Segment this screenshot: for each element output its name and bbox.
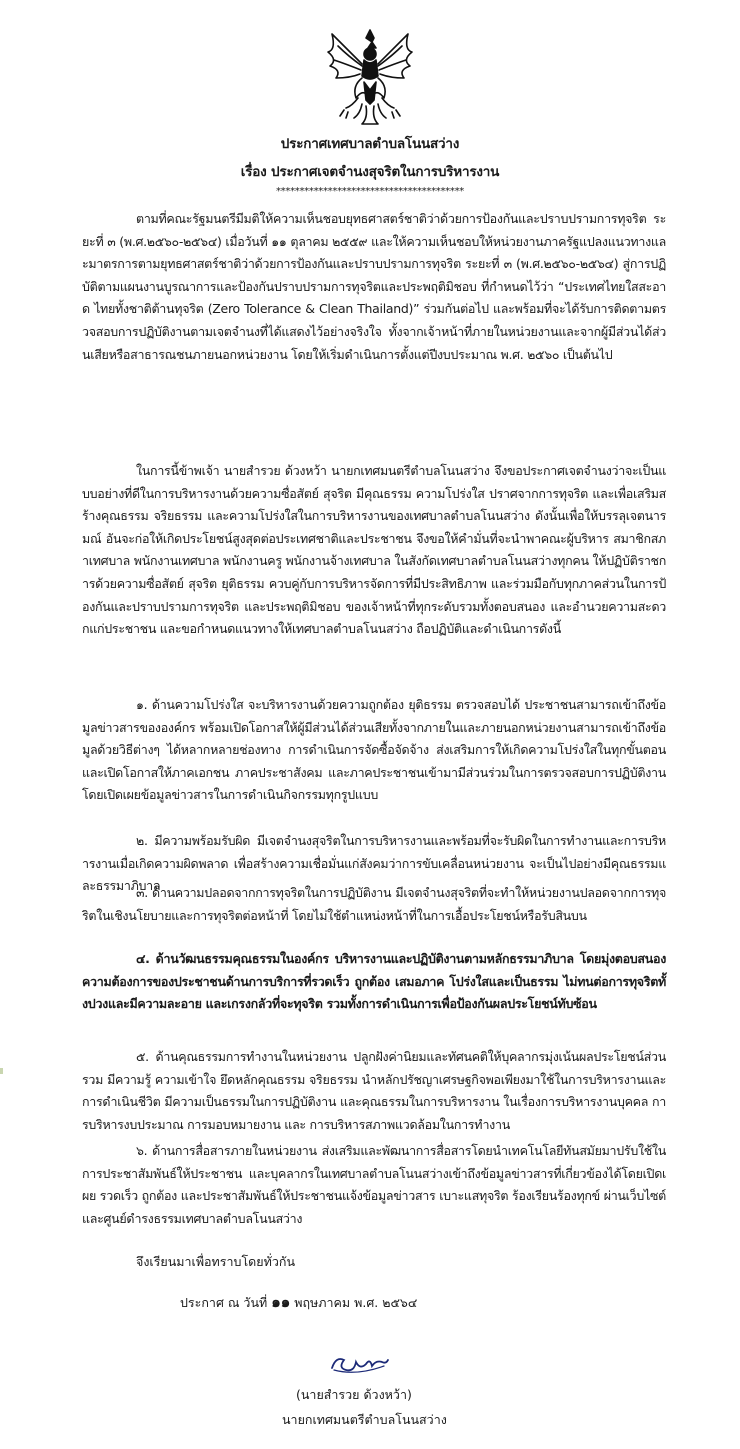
closing-line: จึงเรียนมาเพื่อทราบโดยทั่วกัน <box>136 1254 295 1269</box>
signer-name: (นายสำรวย ด้วงหว้า) <box>296 1387 412 1402</box>
separator-line: **************************************** <box>275 186 464 197</box>
item-corruption-free: ๓. ด้านความปลอดจากการทุจริตในการปฏิบัติงาน มีเจตจำนงสุจริตที่จะทำให้หน่วยงานปลอดจากการทุจริตในเชิงนโยบายและการทุจริตต่อหน้าที่ โดยไม่ใช้ตำแหน่งหน้าที่ในการเอื้อประโยชน์หรือรับสินบน <box>82 885 666 923</box>
signer-position: นายกเทศมนตรีตำบลโนนสว่าง <box>282 1412 447 1427</box>
handwritten-signature-icon <box>326 1346 390 1380</box>
item-integrity-culture: ๔. ด้านวัฒนธรรมคุณธรรมในองค์กร บริหารงานและปฏิบัติงานตามหลักธรรมาภิบาล โดยมุ่งตอบสนองความต้องการของประชาชนด้านการบริการที่รวดเร็ว ถูกต้อง เสมอภาค โปร่งใสและเป็นธรรม ไม่ทนต่อการทุจริตทั้งปวงและมีความละอาย และเกรงกลัวที่จะทุจริต รวมทั้งการดำเนินการเพื่อป้องกันผลประโยชน์ทับซ้อน <box>82 951 666 1012</box>
item-internal-communication: ๖. ด้านการสื่อสารภายในหน่วยงาน ส่งเสริมและพัฒนาการสื่อสารโดยนำเทคโนโลยีทันสมัยมาปรับใช้ในการประชาสัมพันธ์ให้ประชาชน และบุคลากรในเทศบาลตำบลโนนสว่างเข้าถึงข้อมูลข่าวสารที่เกี่ยวข้องได้โดยเปิดเผย รวดเร็ว ถูกต้อง และประชาสัมพันธ์ให้ประชาชนแจ้งข้อมูลข่าวสาร เบาะแสทุจริต ร้องเรียนร้องทุกข์ ผ่านเว็บไซต์ และศูนย์ดำรงธรรมเทศบาลตำบลโนนสว่าง <box>82 1143 666 1226</box>
announcement-date <box>180 1290 417 1314</box>
item-work-ethics: ๕. ด้านคุณธรรมการทำงานในหน่วยงาน ปลูกฝังค่านิยมและทัศนคติให้บุคลากรมุ่งเน้นผลประโยชน์ส่วนรวม มีความรู้ ความเข้าใจ ยึดหลักคุณธรรม จริยธรรม นำหลักปรัชญาเศรษฐกิจพอเพียงมาใช้ในการบริหารงานและการดำเนินชีวิต มีความเป็นธรรมในการปฏิบัติงาน และคุณธรรมในการบริหารงาน ในเรื่องการบริหารงานบุคคล การบริหารงบประมาณ การมอบหมายงาน และ การบริหารสภาพแวดล้อมในการทำงาน <box>82 1049 666 1132</box>
date-month-year: พฤษภาคม พ.ศ. ๒๕๖๔ <box>294 1295 418 1310</box>
item-accountability: ๒. มีความพร้อมรับผิด มีเจตจำนงสุจริตในการบริหารงานและพร้อมที่จะรับผิดในการทำงานและการบริหารงานเมื่อเกิดความผิดพลาด เพื่อสร้างความเชื่อมั่นแก่สังคมว่าการขับเคลื่อนหน่วยงาน จะเป็นไปอย่างมีคุณธรรมและธรรมาภิบาล <box>82 833 666 894</box>
item-transparency: ๑. ด้านความโปร่งใส จะบริหารงานด้วยความถูกต้อง ยุติธรรม ตรวจสอบได้ ประชาชนสามารถเข้าถึงข้อมูลข่าวสารขององค์กร พร้อมเปิดโอกาสให้ผู้มีส่วนได้ส่วนเสียทั้งจากภายในและภายนอกหน่วยงานสามารถเข้าถึงข้อมูลด้วยวิธีต่างๆ ได้หลากหลายช่องทาง การดำเนินการจัดซื้อจัดจ้าง ส่งเสริมการให้เกิดความโปร่งใสในทุกขั้นตอน และเปิดโอกาสให้ภาคเอกชน ภาคประชาสังคม และภาคประชาชนเข้ามามีส่วนร่วมในการตรวจสอบการปฏิบัติงานโดยเปิดเผยข้อมูลข่าวสารในการดำเนินกิจกรรมทุกรูปแบบ <box>82 697 666 803</box>
document-subject: เรื่อง ประกาศเจตจำนงสุจริตในการบริหารงาน <box>240 164 500 180</box>
document-title: ประกาศเทศบาลตำบลโนนสว่าง <box>280 136 460 152</box>
date-day: ๑๑ <box>271 1293 291 1311</box>
scan-edge-mark <box>0 1068 3 1074</box>
paragraph-intro: ตามที่คณะรัฐมนตรีมีมติให้ความเห็นชอบยุทธศาสตร์ชาติว่าด้วยการป้องกันและปราบปรามการทุจริต ระยะที่ ๓ (พ.ศ.๒๕๖๐-๒๕๖๔) เมื่อวันที่ ๑๑ ตุลาคม ๒๕๕๙ และให้ความเห็นชอบให้หน่วยงานภาครัฐแปลงแนวทางและมาตรการตามยุทธศาสตร์ชาติว่าด้วยการป้องกันและปราบปรามการทุจริต ระยะที่ ๓ (พ.ศ.๒๕๖๐-๒๕๖๔) สู่การปฏิบัติตามแผนงานบูรณาการและป้องกันปราบปรามการทุจริตและประพฤติมิชอบ ที่กำหนดไว้ว่า “ประเทศไทยใสสะอาด ไทยทั้งชาติต้านทุจริต (Zero Tolerance & Clean Thailand)” ร่วมกันต่อไป และพร้อมที่จะได้รับการติดตามตรวจสอบการปฏิบัติงานตามเจตจำนงที่ได้แสดงไว้อย่างจริงใจ ทั้งจากเจ้าหน้าที่ภายในหน่วยงานและจากผู้มีส่วนได้ส่วนเสียหรือสาธารณชนภายนอกหน่วยงาน โดยให้เริ่มดำเนินการตั้งแต่ปีงบประมาณ พ.ศ. ๒๕๖๐ เป็นต้นไป <box>82 211 666 362</box>
garuda-emblem-icon <box>322 28 418 126</box>
date-prefix: ประกาศ ณ วันที่ <box>180 1295 268 1310</box>
paragraph-declaration: ในการนี้ข้าพเจ้า นายสำรวย ด้วงหว้า นายกเทศมนตรีตำบลโนนสว่าง จึงขอประกาศเจตจำนงว่าจะเป็นแบบอย่างที่ดีในการบริหารงานด้วยความซื่อสัตย์ สุจริต มีคุณธรรม ความโปร่งใส ปราศจากการทุจริต และเพื่อเสริมสร้างคุณธรรม จริยธรรม และความโปร่งใสในการบริหารงานของเทศบาลตำบลโนนสว่าง ดังนั้นเพื่อให้บรรลุเจตนารมณ์ อันจะก่อให้เกิดประโยชน์สูงสุดต่อประเทศชาติและประชาชน จึงขอให้คำมั่นที่จะนำพาคณะผู้บริหาร สมาชิกสภาเทศบาล พนักงานเทศบาล พนักงานครู พนักงานจ้างเทศบาล ในสังกัดเทศบาลตำบลโนนสว่างทุกคน ให้ปฏิบัติราชการด้วยความซื่อสัตย์ สุจริต ยุติธรรม ควบคู่กับการบริหารจัดการที่มีประสิทธิภาพ และร่วมมือกับทุกภาคส่วนในการป้องกันและปราบปรามการทุจริต และประพฤติมิชอบ ของเจ้าหน้าที่ทุกระดับรวมทั้งตอบสนอง และอำนวยความสะดวกแก่ประชาชน และขอกำหนดแนวทางให้เทศบาลตำบลโนนสว่าง ถือปฏิบัติและดำเนินการดังนี้ <box>82 463 666 637</box>
